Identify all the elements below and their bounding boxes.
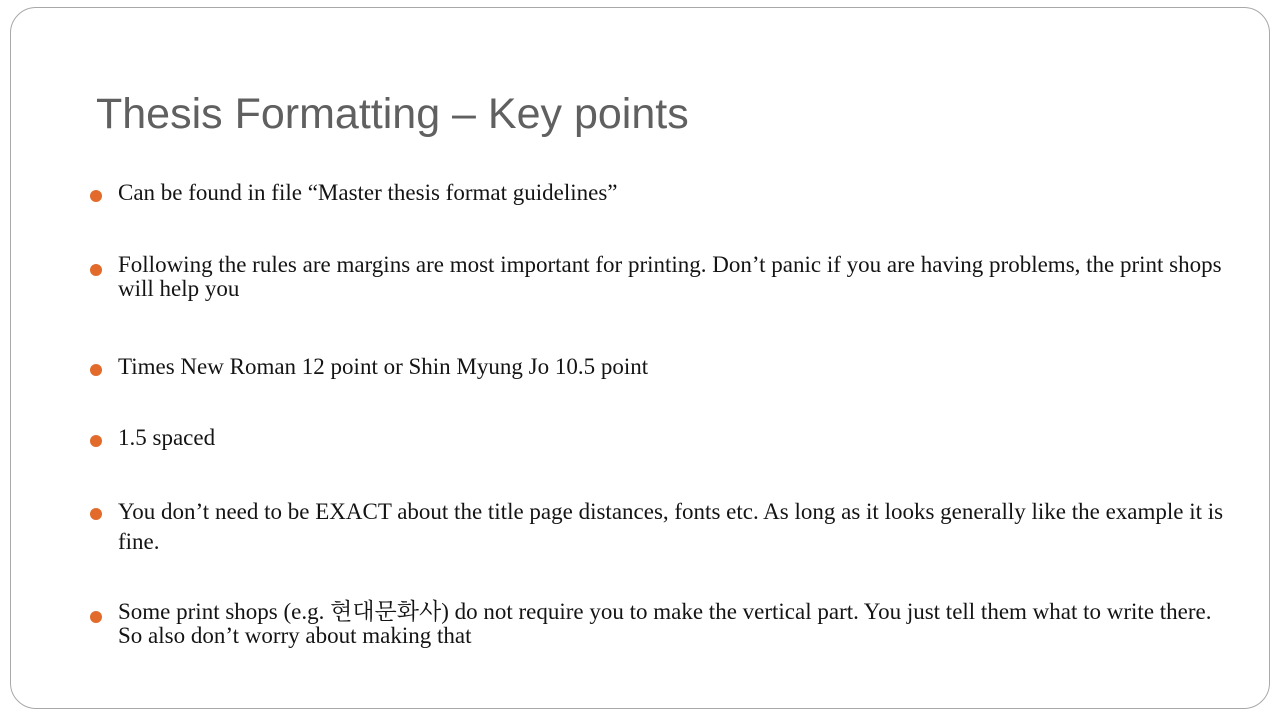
bullet-text: Times New Roman 12 point or Shin Myung Jo 10.5 point [118,354,649,379]
slide [10,7,1270,709]
bullet-text: 1.5 spaced [118,425,216,450]
bullet-text: You don’t need to be EXACT about the title page distances, fonts etc. As long as it looks generally like the example it is fine. [118,499,1224,554]
bullet-dot-icon [90,190,102,202]
bullet-text: Can be found in file “Master thesis format guidelines” [118,180,618,205]
slide-title: Thesis Formatting – Key points [96,90,689,138]
bullet-dot-icon [90,364,102,376]
bullet-dot-icon [90,508,102,520]
bullet-dot-icon [90,435,102,447]
bullet-text: Some print shops (e.g. 현대문화사) do not require you to make the vertical part. You just tell them what to write there. So also don’t worry about making that [118,599,1212,648]
bullet-text: Following the rules are margins are most important for printing. Don’t panic if you are having problems, the print shops will help you [118,252,1222,301]
bullet-dot-icon [90,264,102,276]
bullet-dot-icon [90,611,102,623]
